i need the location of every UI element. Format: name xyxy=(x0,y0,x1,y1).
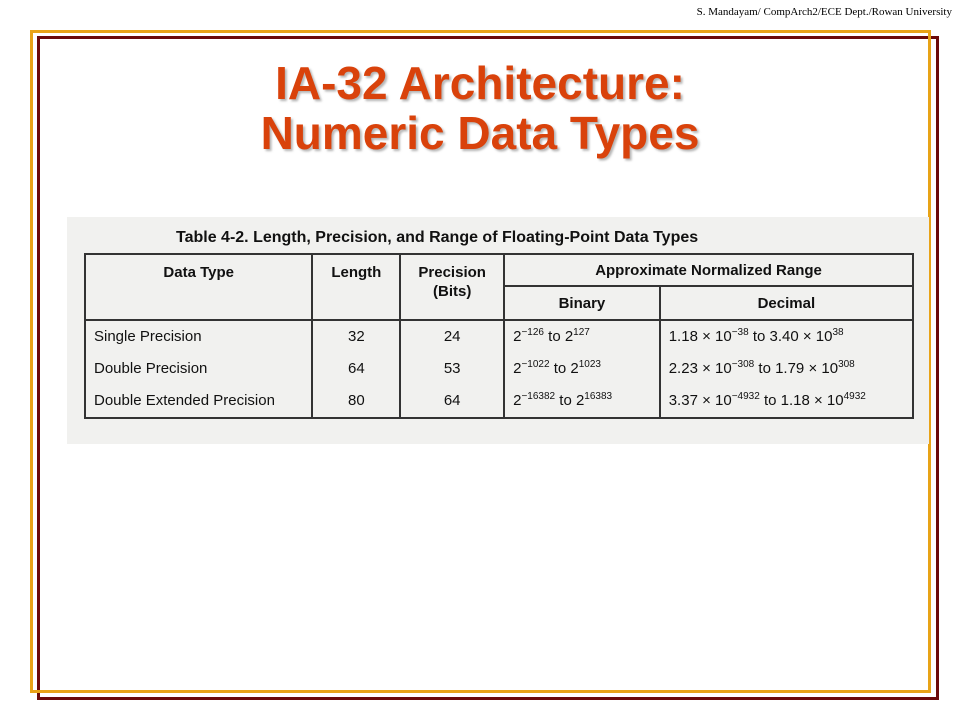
row-length: 32 xyxy=(312,320,400,353)
header-range: Approximate Normalized Range xyxy=(504,254,913,286)
row-length: 64 xyxy=(312,353,400,385)
row-decimal-range: $3.37 \times 10^{-4932}$ to $1.18 \times 10^{4932}$ xyxy=(660,385,913,418)
header-precision-label: Precision xyxy=(418,264,486,281)
table-row xyxy=(85,320,913,353)
row-precision: 24 xyxy=(400,320,504,353)
table-caption: Table 4-2. Length, Precision, and Range of Floating-Point Data Types xyxy=(176,229,699,246)
table-row xyxy=(85,385,913,418)
row-type: Double Precision xyxy=(85,353,312,385)
row-decimal-range: $2.23 \times 10^{-308}$ to $1.79 \times 10^{308}$ xyxy=(660,353,913,385)
row-binary-range: $2^{-16382}$ to $2^{16383}$ xyxy=(504,385,660,418)
header-precision xyxy=(400,254,504,320)
table-row xyxy=(85,353,913,385)
header-data-type: Data Type xyxy=(85,254,312,320)
slide-title-line-2: Numeric Data Types xyxy=(260,107,700,159)
row-type: Double Extended Precision xyxy=(85,385,312,418)
header-decimal: Decimal xyxy=(660,286,913,320)
slide-title xyxy=(0,58,960,158)
header-length: Length xyxy=(312,254,400,320)
header-binary: Binary xyxy=(504,286,660,320)
row-binary-range: $2^{-1022}$ to $2^{1023}$ xyxy=(504,353,660,385)
floating-point-types-table xyxy=(84,253,914,419)
header-precision-unit: (Bits) xyxy=(433,283,472,300)
row-length: 80 xyxy=(312,385,400,418)
slide-title-line-1: IA-32 Architecture: xyxy=(275,57,685,109)
row-precision: 53 xyxy=(400,353,504,385)
row-type: Single Precision xyxy=(85,320,312,353)
row-binary-range: $2^{-126}$ to $2^{127}$ xyxy=(504,320,660,353)
row-precision: 64 xyxy=(400,385,504,418)
slide-credit: S. Mandayam/ CompArch2/ECE Dept./Rowan University xyxy=(696,6,952,18)
row-decimal-range: $1.18 \times 10^{-38}$ to $3.40 \times 10^{38}$ xyxy=(660,320,913,353)
